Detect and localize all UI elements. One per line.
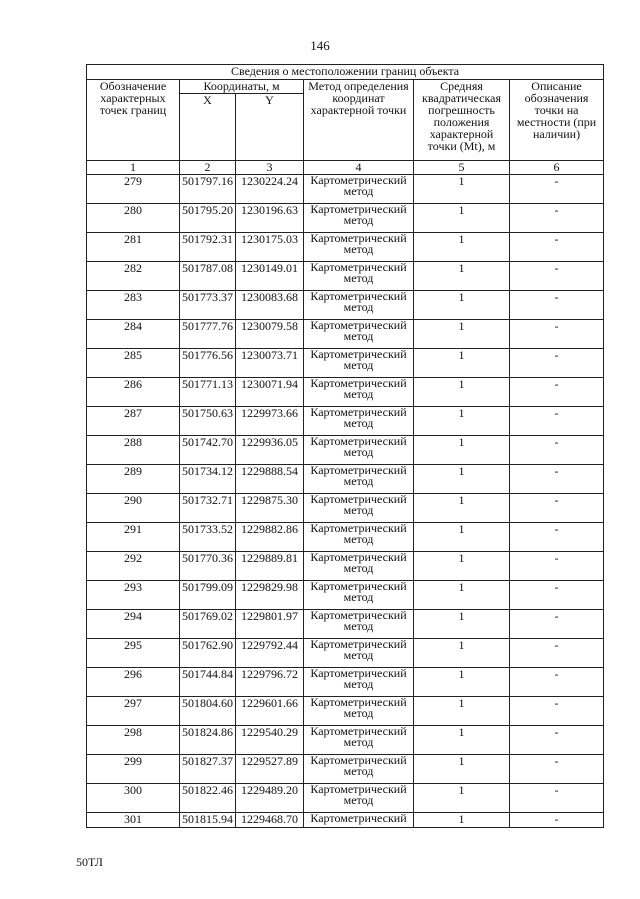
column-number: 1 (87, 161, 180, 175)
header-method: Метод определения координат характерной точки (304, 80, 414, 161)
accuracy-cell: 1 (414, 813, 510, 828)
accuracy-cell: 1 (414, 494, 510, 523)
column-number: 5 (414, 161, 510, 175)
table-row (87, 639, 604, 668)
y-coordinate-cell: 1229540.29 (236, 726, 304, 755)
accuracy-cell: 1 (414, 668, 510, 697)
method-cell: Картометрический метод (304, 349, 414, 378)
accuracy-cell: 1 (414, 610, 510, 639)
table-title: Сведения о местоположении границ объекта (87, 65, 604, 80)
point-cell: 299 (87, 755, 180, 784)
method-cell: Картометрический (304, 813, 414, 828)
point-cell: 280 (87, 204, 180, 233)
method-cell: Картометрический метод (304, 494, 414, 523)
table-row (87, 784, 604, 813)
document-code: 50ТЛ (76, 855, 103, 869)
y-coordinate-cell: 1229601.66 (236, 697, 304, 726)
y-coordinate-cell: 1230079.58 (236, 320, 304, 349)
description-cell: - (510, 204, 604, 233)
method-cell: Картометрический метод (304, 610, 414, 639)
table-row (87, 668, 604, 697)
method-cell: Картометрический метод (304, 581, 414, 610)
method-cell: Картометрический метод (304, 552, 414, 581)
x-coordinate-cell: 501777.76 (180, 320, 236, 349)
description-cell: - (510, 494, 604, 523)
method-cell: Картометрический метод (304, 407, 414, 436)
method-cell: Картометрический метод (304, 378, 414, 407)
x-coordinate-cell: 501762.90 (180, 639, 236, 668)
table-row (87, 233, 604, 262)
x-coordinate-cell: 501822.46 (180, 784, 236, 813)
description-cell: - (510, 291, 604, 320)
table-body (87, 175, 604, 828)
x-coordinate-cell: 501773.37 (180, 291, 236, 320)
boundary-points-table (86, 64, 604, 828)
point-cell: 284 (87, 320, 180, 349)
method-cell: Картометрический метод (304, 175, 414, 204)
y-coordinate-cell: 1230196.63 (236, 204, 304, 233)
y-coordinate-cell: 1229889.81 (236, 552, 304, 581)
x-coordinate-cell: 501792.31 (180, 233, 236, 262)
description-cell: - (510, 813, 604, 828)
y-coordinate-cell: 1229973.66 (236, 407, 304, 436)
accuracy-cell: 1 (414, 407, 510, 436)
method-cell: Картометрический метод (304, 320, 414, 349)
description-cell: - (510, 233, 604, 262)
table-row (87, 436, 604, 465)
table-row (87, 175, 604, 204)
table-row (87, 755, 604, 784)
description-cell: - (510, 755, 604, 784)
accuracy-cell: 1 (414, 436, 510, 465)
y-coordinate-cell: 1229875.30 (236, 494, 304, 523)
point-cell: 293 (87, 581, 180, 610)
table-row (87, 407, 604, 436)
description-cell: - (510, 726, 604, 755)
y-coordinate-cell: 1229882.86 (236, 523, 304, 552)
method-cell: Картометрический метод (304, 755, 414, 784)
header-y: Y (236, 94, 304, 161)
column-number: 4 (304, 161, 414, 175)
point-cell: 300 (87, 784, 180, 813)
table-row (87, 262, 604, 291)
x-coordinate-cell: 501776.56 (180, 349, 236, 378)
y-coordinate-cell: 1230149.01 (236, 262, 304, 291)
point-cell: 298 (87, 726, 180, 755)
x-coordinate-cell: 501815.94 (180, 813, 236, 828)
table-row (87, 610, 604, 639)
accuracy-cell: 1 (414, 291, 510, 320)
method-cell: Картометрический метод (304, 291, 414, 320)
table-row (87, 697, 604, 726)
x-coordinate-cell: 501787.08 (180, 262, 236, 291)
accuracy-cell: 1 (414, 204, 510, 233)
description-cell: - (510, 407, 604, 436)
table-row (87, 320, 604, 349)
x-coordinate-cell: 501734.12 (180, 465, 236, 494)
header-x: X (180, 94, 236, 161)
table-row (87, 349, 604, 378)
header-coordinates: Координаты, м (180, 80, 304, 94)
y-coordinate-cell: 1229936.05 (236, 436, 304, 465)
x-coordinate-cell: 501742.70 (180, 436, 236, 465)
table-row (87, 465, 604, 494)
x-coordinate-cell: 501733.52 (180, 523, 236, 552)
point-cell: 294 (87, 610, 180, 639)
x-coordinate-cell: 501750.63 (180, 407, 236, 436)
description-cell: - (510, 668, 604, 697)
x-coordinate-cell: 501732.71 (180, 494, 236, 523)
description-cell: - (510, 320, 604, 349)
point-cell: 295 (87, 639, 180, 668)
x-coordinate-cell: 501804.60 (180, 697, 236, 726)
x-coordinate-cell: 501799.09 (180, 581, 236, 610)
table-row (87, 378, 604, 407)
table-row (87, 204, 604, 233)
y-coordinate-cell: 1229792.44 (236, 639, 304, 668)
description-cell: - (510, 175, 604, 204)
table-row (87, 581, 604, 610)
method-cell: Картометрический метод (304, 465, 414, 494)
method-cell: Картометрический метод (304, 726, 414, 755)
table-row (87, 523, 604, 552)
accuracy-cell: 1 (414, 233, 510, 262)
accuracy-cell: 1 (414, 552, 510, 581)
y-coordinate-cell: 1230071.94 (236, 378, 304, 407)
table-row (87, 813, 604, 828)
description-cell: - (510, 262, 604, 291)
point-cell: 291 (87, 523, 180, 552)
accuracy-cell: 1 (414, 697, 510, 726)
table-row (87, 494, 604, 523)
column-number: 3 (236, 161, 304, 175)
point-cell: 285 (87, 349, 180, 378)
accuracy-cell: 1 (414, 262, 510, 291)
point-cell: 283 (87, 291, 180, 320)
method-cell: Картометрический метод (304, 668, 414, 697)
point-cell: 289 (87, 465, 180, 494)
method-cell: Картометрический метод (304, 639, 414, 668)
point-cell: 287 (87, 407, 180, 436)
accuracy-cell: 1 (414, 349, 510, 378)
description-cell: - (510, 436, 604, 465)
accuracy-cell: 1 (414, 465, 510, 494)
y-coordinate-cell: 1229527.89 (236, 755, 304, 784)
description-cell: - (510, 784, 604, 813)
accuracy-cell: 1 (414, 581, 510, 610)
accuracy-cell: 1 (414, 378, 510, 407)
description-cell: - (510, 552, 604, 581)
accuracy-cell: 1 (414, 523, 510, 552)
point-cell: 292 (87, 552, 180, 581)
accuracy-cell: 1 (414, 755, 510, 784)
method-cell: Картометрический метод (304, 784, 414, 813)
description-cell: - (510, 465, 604, 494)
x-coordinate-cell: 501797.16 (180, 175, 236, 204)
y-coordinate-cell: 1229801.97 (236, 610, 304, 639)
header-designation: Обозначение характерных точек границ (87, 80, 180, 161)
accuracy-cell: 1 (414, 784, 510, 813)
method-cell: Картометрический метод (304, 523, 414, 552)
description-cell: - (510, 581, 604, 610)
description-cell: - (510, 697, 604, 726)
x-coordinate-cell: 501827.37 (180, 755, 236, 784)
y-coordinate-cell: 1229829.98 (236, 581, 304, 610)
description-cell: - (510, 610, 604, 639)
x-coordinate-cell: 501769.02 (180, 610, 236, 639)
y-coordinate-cell: 1229888.54 (236, 465, 304, 494)
method-cell: Картометрический метод (304, 233, 414, 262)
column-number: 6 (510, 161, 604, 175)
method-cell: Картометрический метод (304, 204, 414, 233)
point-cell: 279 (87, 175, 180, 204)
x-coordinate-cell: 501770.36 (180, 552, 236, 581)
description-cell: - (510, 378, 604, 407)
accuracy-cell: 1 (414, 175, 510, 204)
table-row (87, 552, 604, 581)
header-accuracy: Средняя квадратическая погрешность положения характерной точки (Mt), м (414, 80, 510, 161)
y-coordinate-cell: 1229489.20 (236, 784, 304, 813)
point-cell: 281 (87, 233, 180, 262)
y-coordinate-cell: 1230175.03 (236, 233, 304, 262)
point-cell: 297 (87, 697, 180, 726)
method-cell: Картометрический метод (304, 697, 414, 726)
point-cell: 286 (87, 378, 180, 407)
point-cell: 290 (87, 494, 180, 523)
point-cell: 301 (87, 813, 180, 828)
point-cell: 296 (87, 668, 180, 697)
point-cell: 288 (87, 436, 180, 465)
x-coordinate-cell: 501824.86 (180, 726, 236, 755)
x-coordinate-cell: 501744.84 (180, 668, 236, 697)
description-cell: - (510, 639, 604, 668)
method-cell: Картометрический метод (304, 262, 414, 291)
accuracy-cell: 1 (414, 639, 510, 668)
y-coordinate-cell: 1229468.70 (236, 813, 304, 828)
description-cell: - (510, 349, 604, 378)
accuracy-cell: 1 (414, 726, 510, 755)
y-coordinate-cell: 1229796.72 (236, 668, 304, 697)
page-number: 146 (310, 38, 330, 53)
column-number: 2 (180, 161, 236, 175)
y-coordinate-cell: 1230224.24 (236, 175, 304, 204)
method-cell: Картометрический метод (304, 436, 414, 465)
y-coordinate-cell: 1230083.68 (236, 291, 304, 320)
table-row (87, 726, 604, 755)
description-cell: - (510, 523, 604, 552)
y-coordinate-cell: 1230073.71 (236, 349, 304, 378)
header-description: Описание обозначения точки на местности (при наличии) (510, 80, 604, 161)
accuracy-cell: 1 (414, 320, 510, 349)
table-row (87, 291, 604, 320)
x-coordinate-cell: 501795.20 (180, 204, 236, 233)
point-cell: 282 (87, 262, 180, 291)
x-coordinate-cell: 501771.13 (180, 378, 236, 407)
